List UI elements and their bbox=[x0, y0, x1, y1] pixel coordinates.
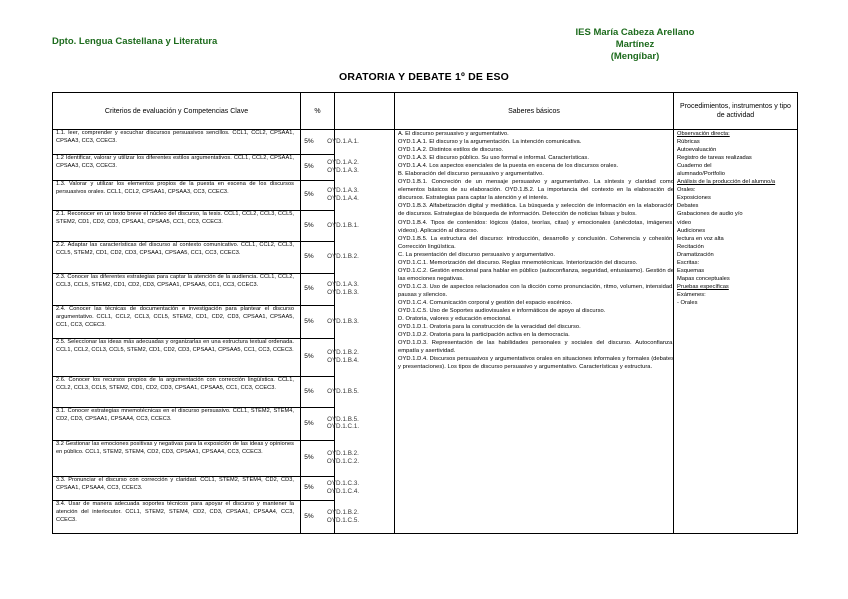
criterion-text: 2.6. Conocer los recursos propios de la argumentación con corrección lingüística. CCL1, CCL2, CCL3, CCL5, STEM2, CD1, CD2, CD3, CPSAA1, CPSAA5, CC1, CC3, CCEC3. bbox=[56, 377, 294, 391]
saber-code: OYD.1.C.1. bbox=[326, 423, 360, 431]
row-divider bbox=[53, 338, 334, 339]
criterion-text: 1.1. leer, comprender y escuchar discursos persuasivos sencillos. CCL1, CCL2, CPSAA1, CPSAA3, CC3, CCEC3. bbox=[56, 130, 294, 144]
saber-code: OYD.1.B.2. bbox=[327, 509, 359, 517]
criteria-row bbox=[53, 500, 363, 534]
department-name: Dpto. Lengua Castellana y Literatura bbox=[52, 36, 218, 47]
saber-code: OYD.1.A.3. bbox=[327, 166, 359, 174]
saber-item: OYD.1.A.2. Distintos estilos de discurso. bbox=[398, 147, 504, 154]
procedure-item: Análisis de la producción del alumno/a bbox=[677, 179, 776, 186]
row-divider bbox=[53, 241, 334, 242]
saber-code: OYD.1.A.3. bbox=[327, 281, 359, 289]
procedure-item: Escritas: bbox=[677, 259, 700, 266]
criterion-percent: 5% bbox=[304, 484, 314, 491]
school-name bbox=[560, 27, 710, 63]
row-divider bbox=[53, 500, 334, 501]
criterion-percent: 5% bbox=[304, 253, 314, 260]
criterion-percent: 5% bbox=[304, 137, 314, 145]
criteria-row bbox=[53, 273, 363, 305]
procedure-item: Debates bbox=[677, 203, 699, 210]
saber-item: OYD.1.D.1. Oratoria para la construcción de la veracidad del discurso. bbox=[398, 324, 581, 331]
procedure-item: Orales: bbox=[677, 187, 696, 194]
criterion-text: 3.3. Pronunciar el discurso con corrección y claridad. CCL1, STEM2, STEM4, CD2, CD3, CPSAA1, CPSAA4, CC3, CCEC3. bbox=[56, 477, 294, 491]
saberes-column-header: Saberes básicos bbox=[508, 107, 560, 115]
criteria-row bbox=[53, 129, 363, 154]
saber-code: OYD.1.B.2. bbox=[327, 253, 359, 261]
saber-item: OYD.1.B.5. La estructura del discurso: introducción, desarrollo y conclusión. Coherencia y cohesión. Corrección lingüística. bbox=[398, 235, 674, 250]
row-divider bbox=[53, 273, 334, 274]
saber-code: OYD.1.B.2. bbox=[327, 450, 359, 458]
procedure-item: Observación directa: bbox=[677, 131, 730, 137]
criteria-row bbox=[53, 407, 363, 440]
document-title: ORATORIA Y DEBATE 1º DE ESO bbox=[338, 71, 510, 83]
procedure-item: Esquemas bbox=[677, 267, 705, 274]
criterion-text: 3.1. Conocer estrategias mnemotécnicas en el discurso persuasivo. CCL1, STEM2, STEM4, CD2, CD3, CPSAA1, CPSAA4, CC3, CCEC3. bbox=[56, 408, 294, 422]
criterion-percent: 5% bbox=[304, 317, 314, 325]
saber-code: OYD.1.A.4. bbox=[327, 194, 359, 202]
criterion-percent: 5% bbox=[304, 353, 314, 360]
criteria-row bbox=[53, 154, 363, 180]
criteria-column-header: Criterios de evaluación y Competencias Clave bbox=[104, 107, 249, 115]
criterion-text: 3.4. Usar de manera adecuada soportes técnicos para apoyar el discurso y mantener la atención del interlocutor. CCL1, STEM2, STEM4, CD2, CD3, CPSAA1, CPSAA4, CC3, CCEC3. bbox=[56, 501, 294, 523]
saber-code: OYD.1.A.2. bbox=[327, 159, 359, 167]
procedure-item: Pruebas específicas bbox=[677, 283, 729, 290]
criterion-text: 2.5. Seleccionar las ideas más adecuadas y organizarlas en una estructura textual ordenada. CCL1, CCL2, CCL3, CCL5, STEM2, CD1, CD2, CD3, CPSAA1, CPSAA5, CC1, CC3, CCEC3. bbox=[56, 339, 294, 353]
criteria-row bbox=[53, 210, 363, 241]
saber-item: OYD.1.A.4. Los aspectos esenciales de la puesta en escena de los discursos orales. bbox=[398, 163, 619, 170]
saber-code: OYD.1.C.3. bbox=[326, 480, 360, 488]
row-divider bbox=[53, 376, 334, 377]
saber-item: C. La presentación del discurso persuasivo y argumentativo. bbox=[398, 251, 556, 258]
procedure-item: Recitación bbox=[677, 243, 704, 250]
saber-code: OYD.1.A.3. bbox=[327, 187, 359, 195]
saber-item: OYD.1.A.1. El discurso y la argumentación. La intención comunicativa. bbox=[398, 139, 582, 146]
criterion-percent: 5% bbox=[304, 419, 314, 427]
procedure-item: Exámenes: bbox=[677, 291, 706, 298]
criterion-percent: 5% bbox=[304, 221, 314, 229]
procedure-item: lectura en voz alta bbox=[677, 235, 724, 242]
procedure-item: Autoevaluación bbox=[677, 147, 717, 154]
saber-item: D. Oratoria, valores y educación emocional. bbox=[398, 316, 512, 323]
procedure-item: Mapas conceptuales bbox=[677, 275, 730, 282]
procedure-item: Cuaderno del bbox=[677, 163, 712, 170]
saber-item: OYD.1.C.2. Gestión emocional para hablar en público (autoconfianza, seguridad, entusiasmo). Gestión de las emociones negativas. bbox=[398, 267, 674, 282]
row-divider bbox=[53, 407, 334, 408]
saber-code: OYD.1.B.3. bbox=[327, 317, 359, 325]
criteria-row bbox=[53, 305, 363, 338]
saber-code: OYD.1.B.3. bbox=[327, 288, 359, 296]
saber-item: OYD.1.B.3. Alfabetización digital y mediática. La búsqueda y selección de información en la elaboración de discursos. Estrategias de búsqueda de información. Detección de noticias falsas y bulos. bbox=[398, 203, 674, 218]
procedures-column-header: Procedimientos, instrumentos y tipo de actividad bbox=[680, 103, 791, 119]
saber-code: OYD.1.B.2. bbox=[327, 349, 359, 357]
saber-item: OYD.1.D.3. Representación de las habilidades personales y sociales del discurso. Autoconfianza, empatía y asertividad. bbox=[398, 340, 674, 355]
saber-item: OYD.1.A.3. El discurso público. Su uso formal e informal. Características. bbox=[398, 155, 589, 162]
criterion-text: 3.2 Gestionar las emociones positivas y negativas para la exposición de las ideas y opiniones en público. CCL1, STEM2, STEM4, CD2, CD3, CPSAA1, CPSAA4, CC3, CCEC3. bbox=[56, 441, 294, 455]
row-divider bbox=[53, 154, 334, 155]
criteria-row bbox=[53, 241, 363, 273]
saber-item: B. Elaboración del discurso persuasivo y argumentativo. bbox=[398, 171, 544, 178]
procedure-item: Rúbricas bbox=[677, 139, 700, 146]
criterion-text: 1.2 Identificar, valorar y utilizar los diferentes estilos argumentativos. CCL1, CCL2, CPSAA1, CPSAA3, CC3, CCEC3. bbox=[56, 155, 294, 169]
procedure-item: Dramatización bbox=[677, 251, 714, 258]
criterion-percent: 5% bbox=[304, 285, 314, 292]
saber-code: OYD.1.B.1. bbox=[327, 221, 359, 229]
criterion-text: 1.3. Valorar y utilizar los elementos propios de la puesta en escena de los discursos persuasivos orales. CCL1, CCL2, CPSAA1, CPSAA3, CC3, CCEC3. bbox=[56, 181, 294, 195]
saberes-list bbox=[398, 130, 674, 371]
saber-item: OYD.1.C.1. Memorización del discurso. Reglas mnemotécnicas. Interiorización del discurso. bbox=[398, 259, 638, 266]
criteria-row bbox=[53, 180, 363, 210]
school-name-line1: IES María Cabeza Arellano Martínez bbox=[575, 27, 695, 50]
criterion-percent: 5% bbox=[304, 387, 314, 395]
saber-item: OYD.1.D.2. Oratoria para la participación activa en la democracia. bbox=[398, 332, 570, 339]
saber-code: OYD.1.C.2. bbox=[326, 457, 360, 465]
saber-code: OYD.1.A.1. bbox=[327, 137, 359, 145]
criterion-percent: 5% bbox=[304, 513, 314, 520]
row-divider bbox=[53, 440, 334, 441]
saber-code: OYD.1.B.5. bbox=[327, 387, 359, 395]
saber-item: OYD.1.C.3. Uso de aspectos relacionados con la dicción como pronunciación, ritmo, volumen, intensidad, pausas y silencios. bbox=[398, 283, 674, 298]
procedures-list bbox=[677, 130, 797, 307]
school-name-line2: (Mengíbar) bbox=[610, 51, 660, 62]
percent-column-header: % bbox=[314, 107, 321, 115]
procedure-item: alumnado/Portfolio bbox=[677, 171, 725, 178]
row-divider bbox=[53, 305, 334, 306]
row-divider bbox=[53, 210, 334, 211]
criterion-percent: 5% bbox=[304, 454, 314, 461]
saber-item: OYD.1.B.1. Concreción de un mensaje persuasivo y argumentativo. La síntesis y claridad como elementos básicos de su elaboración. OYD.1.B.2. La importancia del contexto en la elaboración de discursos. Estrategias para captar la atención y el interés. bbox=[398, 179, 674, 202]
row-divider bbox=[53, 180, 334, 181]
criteria-row bbox=[53, 476, 363, 500]
procedure-item: Audiciones bbox=[677, 227, 706, 234]
saber-code: OYD.1.B.5. bbox=[327, 415, 359, 423]
saber-code: OYD.1.C.4. bbox=[326, 487, 360, 495]
procedure-item: Registro de tareas realizadas bbox=[677, 155, 752, 162]
row-divider bbox=[53, 476, 334, 477]
criterion-text: 2.1. Reconocer en un texto breve el núcleo del discurso, la tesis. CCL1, CCL2, CCL3, CCL5, STEM2, CD1, CD2, CD3, CPSAA1, CPSAA5, CC1, CC3, CCEC3. bbox=[56, 211, 294, 225]
criteria-row bbox=[53, 376, 363, 407]
criterion-text: 2.4. Conocer las técnicas de documentación e investigación para plantear el discurso argumentativo. CCL1, CCL2, CCL3, CCL5, STEM2, CD1, CD2, CD3, CPSAA1, CPSAA5, CC1, CC3, CCEC3. bbox=[56, 306, 294, 328]
saber-item: OYD.1.C.5. Uso de Soportes audiovisuales e informáticos de apoyo al discurso. bbox=[398, 308, 606, 315]
criterion-percent: 5% bbox=[304, 191, 314, 198]
criteria-row bbox=[53, 440, 363, 476]
saber-item: OYD.1.D.4. Discursos persuasivos y argumentativos orales en situaciones informales y formales (debates y presentaciones). Los tipos de discurso persuasivo y argumentativo. Características y estructura. bbox=[398, 356, 674, 371]
column-divider bbox=[394, 93, 395, 533]
saber-item: OYD.1.B.4. Tipos de contenidos: lógicos (datos, teorías, citas) y emocionales (anécdotas, imágenes, vídeos). Aplicación al discurso. bbox=[398, 219, 674, 234]
saber-item: OYD.1.C.4. Comunicación corporal y gestión del espacio escénico. bbox=[398, 299, 573, 306]
procedure-item: vídeo bbox=[677, 219, 692, 226]
procedure-item: - Orales bbox=[677, 299, 698, 306]
criterion-text: 2.2. Adaptar las características del discurso al contexto comunicativo. CCL1, CCL2, CCL3, CCL5, STEM2, CD1, CD2, CD3, CPSAA1, CPSAA5, CC1, CC3, CCEC3. bbox=[56, 242, 294, 256]
criteria-row bbox=[53, 338, 363, 376]
procedure-item: Exposiciones bbox=[677, 195, 711, 202]
procedure-item: Grabaciones de audio y/o bbox=[677, 211, 743, 218]
criterion-percent: 5% bbox=[304, 163, 314, 170]
saber-code: OYD.1.B.4. bbox=[327, 356, 359, 364]
criterion-text: 2.3. Conocer las diferentes estrategias para captar la atención de la audiencia. CCL1, CCL2, CCL3, CCL5, STEM2, CD1, CD2, CD3, CPSAA1, CPSAA5, CC1, CC3, CCEC3. bbox=[56, 274, 294, 288]
saber-code: OYD.1.C.5. bbox=[326, 516, 360, 524]
curriculum-table bbox=[52, 92, 798, 534]
saber-item: A. El discurso persuasivo y argumentativo. bbox=[398, 131, 509, 137]
